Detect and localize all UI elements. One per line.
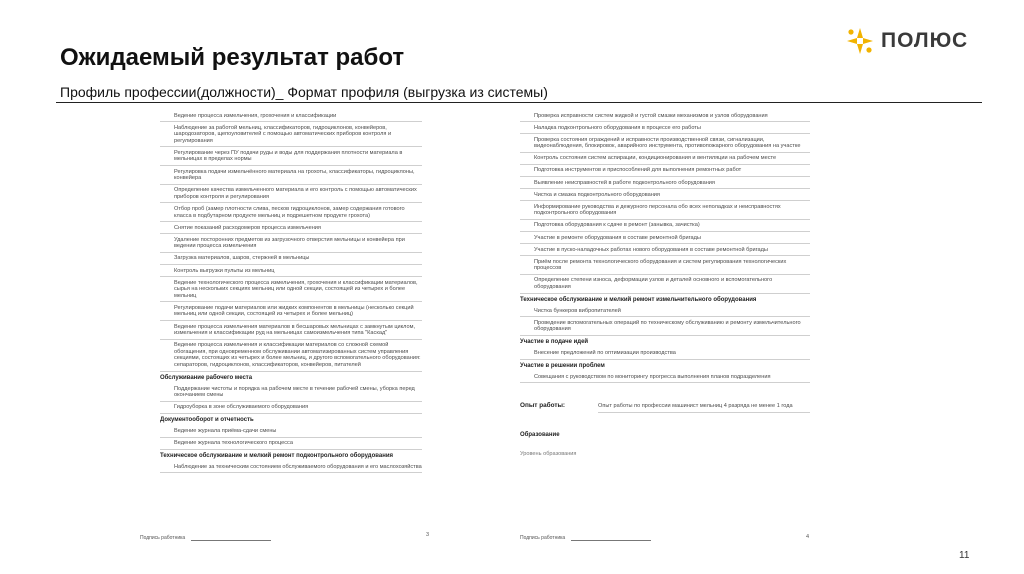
profile-task-item: Приём после ремонта технологического оборудования и систем регулирования технологических процессов — [520, 256, 810, 275]
profile-task-item: Удаление посторонних предметов из загрузочного отверстия мельницы и конвейера при ведении процесса измельчения — [160, 234, 422, 253]
profile-section-heading: Обслуживание рабочего места — [160, 374, 253, 381]
doc-page-number: 4 — [806, 534, 810, 540]
profile-task-item: Выявление неисправностей в работе подконтрольного оборудования — [520, 177, 810, 189]
profile-task-item: Участие в ремонте оборудования в составе ремонтной бригады — [520, 232, 810, 244]
profile-task-item: Подготовка оборудования к сдаче в ремонт (занывка, зачистка) — [520, 220, 810, 232]
profile-task-item: Ведение журнала приёма-сдачи смены — [160, 426, 422, 438]
profile-task-item: Наладка подконтрольного оборудования в процессе его работы — [520, 122, 810, 134]
profile-task-item: Определение качества измельченного материала и его контроль с помощью автоматических приборов контроля и регулирования — [160, 185, 422, 204]
profile-section-heading: Участие в решении проблем — [520, 362, 605, 369]
signature-label: Подпись работника — [140, 535, 186, 541]
slide-number: 11 — [959, 550, 970, 561]
signature-label: Подпись работника — [520, 535, 566, 541]
signature-line-right — [520, 534, 651, 541]
profile-task-item: Определение степени износа, деформации узлов и деталей основного и вспомогательного оборудования — [520, 275, 810, 294]
profile-task-item: Регулирование через ПУ подачи руды и воды для поддержания плотности материала в мельницах в пределах нормы — [160, 147, 422, 166]
profile-task-item: Поддержание чистоты и порядка на рабочем месте в течение рабочей смены, уборка перед окончанием смены — [160, 383, 422, 402]
profile-task-item: Внесение предложений по оптимизации производства — [520, 348, 810, 360]
profile-task-item: Контроль выгрузки пульпы из мельниц — [160, 265, 422, 277]
experience-field — [520, 403, 810, 413]
education-value: Уровень образования — [520, 450, 577, 457]
doc-page-number: 3 — [426, 532, 430, 538]
profile-task-item: Ведение технологического процесса измельчения, грохочения и классификации материалов, сырья на нескольких секциях мельниц или одной секции, состоящей из четырех и более мельниц — [160, 277, 422, 302]
profile-task-item: Участие в пуско-наладочных работах нового оборудования в составе ремонтной бригады — [520, 244, 810, 256]
profile-task-item: Ведение процесса измельчения материалов в бесшаровых мельницах с замкнутым циклом, измельчения и классификации руд на мельницах самоизмельчения типа "Каскад" — [160, 321, 422, 340]
profile-task-item: Проверка состояния ограждений и исправности производственной связи, сигнализации, видеонаблюдения, блокировок, аварийного инструмента, противопожарного оборудования на участке — [520, 134, 810, 153]
profile-task-item: Подготовка инструментов и приспособлений для выполнения ремонтных работ — [520, 165, 810, 177]
profile-task-item: Информирование руководства и дежурного персонала обо всех неполадках и неисправностях подконтрольного оборудования — [520, 201, 810, 220]
profile-task-item: Снятие показаний расходомеров процесса измельчения — [160, 222, 422, 234]
page-subtitle: Профиль профессии(должности)_ Формат профиля (выгрузка из системы) — [60, 84, 548, 100]
profile-task-item: Гидроуборка в зоне обслуживаемого оборудования — [160, 402, 422, 414]
profile-section-heading: Участие в подаче идей — [520, 338, 589, 345]
logo-text: ПОЛЮС — [881, 29, 969, 52]
experience-value: Опыт работы по профессии машинист мельниц 4 разряда не менее 1 года — [598, 403, 810, 413]
profile-task-item: Наблюдение за техническим состоянием обслуживаемого оборудования и его маслохозяйства — [160, 461, 422, 473]
profile-page-left — [160, 110, 422, 473]
education-heading: Образование — [520, 431, 560, 438]
profile-task-item: Наблюдение за работой мельниц, классификаторов, гидроциклонов, конвейеров, шародозаторов, щепоуловителей с помощью автоматических приборов контроля и регулирования — [160, 122, 422, 147]
polyus-logo — [845, 26, 968, 56]
experience-label: Опыт работы: — [520, 402, 566, 410]
profile-task-item: Чистка и смазка подконтрольного оборудования — [520, 189, 810, 201]
profile-task-item: Отбор проб (замер плотности слива, песков гидроциклонов, замер содержания готового класса в подбутарном продукте мельниц и подрешетном продукте грохота) — [160, 203, 422, 222]
profile-task-item: Ведение процесса измельчения, грохочения и классификации — [160, 110, 422, 122]
profile-page-right — [520, 110, 810, 457]
profile-section-heading: Документооборот и отчетность — [160, 417, 254, 423]
profile-task-item: Ведение журнала технологического процесса — [160, 438, 422, 450]
profile-section-heading: Техническое обслуживание и мелкий ремонт подконтрольного оборудования — [160, 452, 394, 459]
profile-task-item: Загрузка материалов, шаров, стержней в мельницы — [160, 253, 422, 265]
profile-task-item: Проведение вспомогательных операций по техническому обслуживанию и ремонту измельчительного оборудования — [520, 317, 810, 336]
profile-task-item: Регулирование подачи материалов или жидких компонентов в мельницы (несколько секций мельниц или одной секции, состоящей из четырех и более мельниц) — [160, 302, 422, 321]
logo-mark-icon — [845, 26, 875, 56]
profile-task-item: Регулировка подачи измельчённого материала на грохоты, классификаторы, гидроциклоны, конвейера — [160, 166, 422, 185]
profile-task-item: Совещания с руководством по мониторингу прогресса выполнения планов подразделения — [520, 371, 810, 383]
signature-line-left — [140, 534, 271, 541]
profile-section-heading: Техническое обслуживание и мелкий ремонт измельчительного оборудования — [520, 296, 757, 303]
profile-task-item: Проверка исправности систем жидкой и густой смазки механизмов и узлов оборудования — [520, 110, 810, 122]
slide-title: Ожидаемый результат работ — [60, 44, 405, 71]
profile-task-item: Чистка бункеров вибропитателей — [520, 305, 810, 317]
header-divider — [56, 102, 982, 103]
profile-task-item: Контроль состояния систем аспирации, кондиционирования и вентиляции на рабочем месте — [520, 153, 810, 165]
profile-task-item: Ведение процесса измельчения и классификации материалов со сложной схемой обогащения, при одновременном обслуживании автоматизированных систем управления секциями, состоящих из четырех и более мельниц, и другого вспомогательного оборудования: сепараторов, гидроциклонов, классификаторов, конвейеров, питателей — [160, 340, 422, 372]
